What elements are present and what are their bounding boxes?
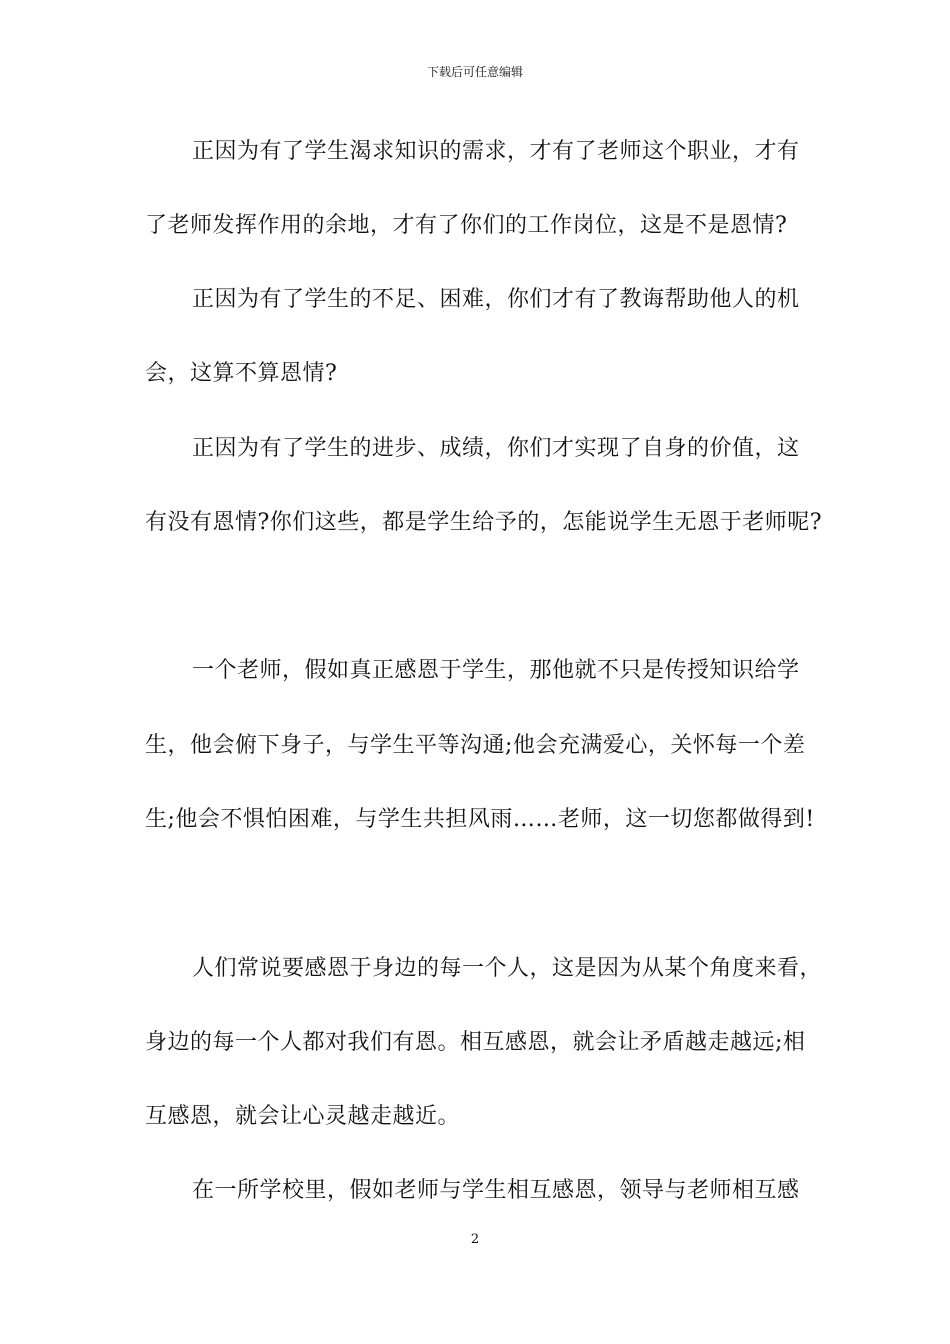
paragraph-4-line-2: 生，他会俯下身子，与学生平等沟通;他会充满爱心，关怀每一个差 xyxy=(145,733,806,758)
page-number: 2 xyxy=(470,1232,480,1247)
paragraph-4-line-1: 一个老师，假如真正感恩于学生，那他就不只是传授知识给学 xyxy=(192,658,800,683)
paragraph-4-line-3: 生;他会不惧怕困难，与学生共担风雨……老师，这一切您都做得到! xyxy=(145,807,815,832)
paragraph-5-line-2: 身边的每一个人都对我们有恩。相互感恩，就会让矛盾越走越远;相 xyxy=(145,1030,806,1055)
paragraph-1-line-1: 正因为有了学生渴求知识的需求，才有了老师这个职业，才有 xyxy=(192,139,800,164)
page-header: 下载后可任意编辑 xyxy=(426,65,523,79)
paragraph-5-line-1: 人们常说要感恩于身边的每一个人，这是因为从某个角度来看， xyxy=(192,956,823,981)
paragraph-2-line-2: 会，这算不算恩情? xyxy=(145,361,338,386)
paragraph-3-line-2: 有没有恩情?你们这些，都是学生给予的，怎能说学生无恩于老师呢? xyxy=(145,510,823,535)
paragraph-3-line-1: 正因为有了学生的进步、成绩，你们才实现了自身的价值，这 xyxy=(192,436,800,461)
paragraph-2-line-1: 正因为有了学生的不足、困难，你们才有了教诲帮助他人的机 xyxy=(192,287,800,312)
paragraph-5-line-3: 互感恩，就会让心灵越走越近。 xyxy=(145,1104,461,1129)
paragraph-6-line-1: 在一所学校里，假如老师与学生相互感恩，领导与老师相互感 xyxy=(192,1178,800,1203)
paragraph-1-line-2: 了老师发挥作用的余地，才有了你们的工作岗位，这是不是恩情? xyxy=(145,213,788,238)
